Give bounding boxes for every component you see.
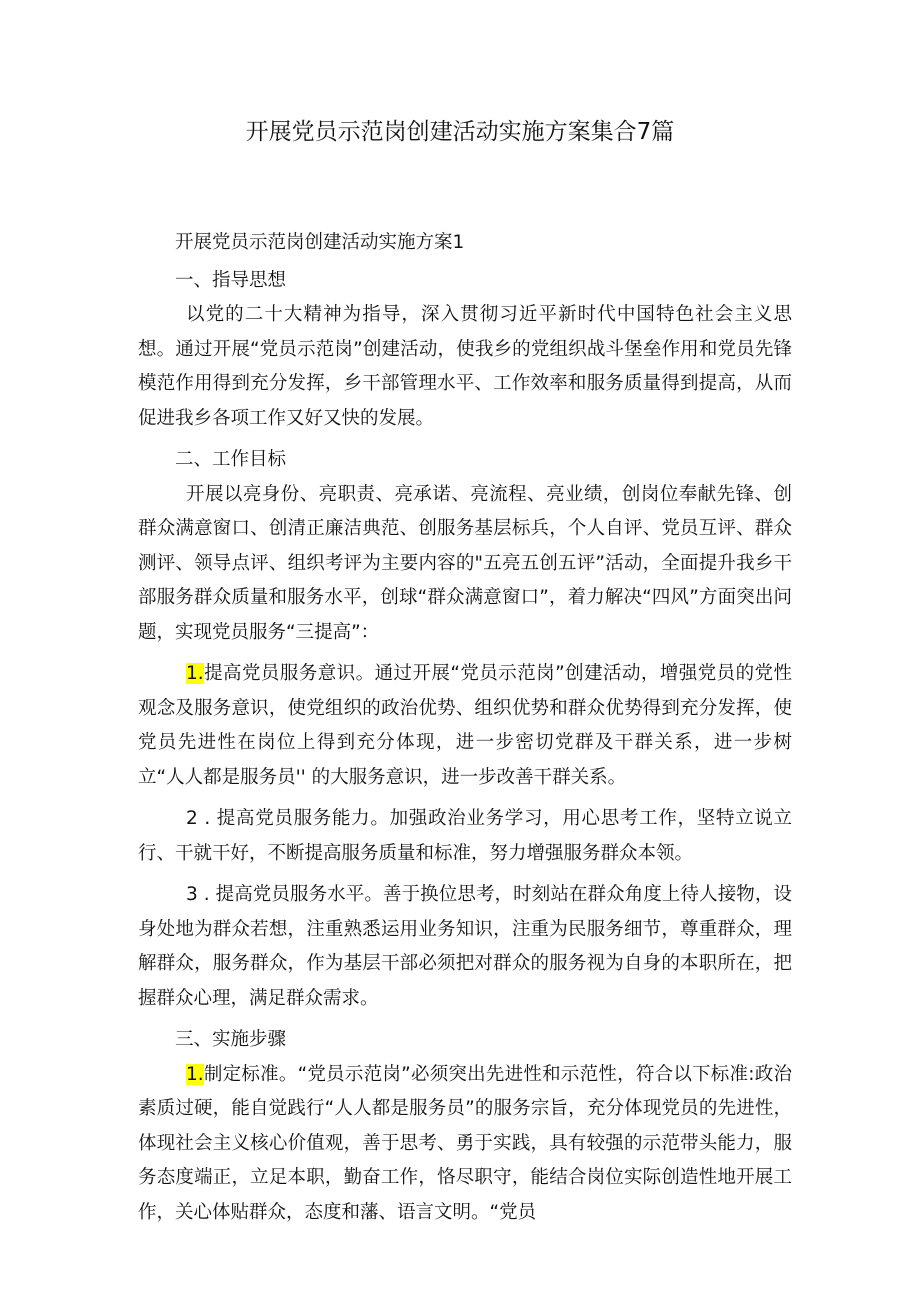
paragraph-guiding-ideology: 以党的二十大精神为指导，深入贯彻习近平新时代中国特色社会主义思想。通过开展“党员示范岗”创建活动，使我乡的党组织战斗堡垒作用和党员先锋模范作用得到充分发挥，乡干部管理水平、工作效率和服务质量得到提高，从而促进我乡各项工作又好又快的发展。	[138, 304, 792, 429]
highlighted-item-number: 1.	[186, 1063, 204, 1085]
list-item-text: 提高党员服务意识。通过开展“党员示范岗”创建活动，增强党员的党性观念及服务意识，使党组织的政治优势、组织优势和群众优势得到充分发挥，使党员先进性在岗位上得到充分体现，进一步密切党群及干群关系，进一步树立“人人都是服务员'' 的大服务意识，进一步改善干群关系。	[138, 663, 792, 788]
section-heading-implementation-steps: 三、实施步骤	[175, 1029, 287, 1050]
section-heading-guiding-ideology: 一、指导思想	[175, 269, 287, 291]
list-item-service-ability: 2 . 提高党员服务能力。加强政治业务学习，用心思考工作，坚特立说立行、干就干好，不断提高服务质量和标准，努力增强服务群众本领。	[138, 808, 792, 864]
list-item-service-level: 3 . 提高党员服务水平。善于换位思考，时刻站在群众角度上待人接物，设身处地为群众若想，注重熟悉运用业务知识，注重为民服务细节，尊重群众，理解群众，服务群众，作为基层干部必须把对群众的服务视为自身的本职所在，把握群众心理，满足群众需求。	[138, 884, 792, 1009]
document-body	[138, 226, 792, 1230]
list-item-text: 制定标准。“党员示范岗”必须突出先进性和示范性，符合以下标准:政治素质过硬，能自觉践行“人人都是服务员”的服务宗旨，充分体现党员的先进性，体现社会主义核心价值观，善于思考、勇于实践，具有较强的示范带头能力，服务态度端正，立足本职，勤奋工作，恪尽职守，能结合岗位实际创造性地开展工作，关心体贴群众，态度和藩、语言文明。“党员	[138, 1063, 792, 1223]
highlighted-item-number: 1.	[186, 663, 204, 684]
section-heading-work-goals: 二、工作目标	[175, 449, 287, 470]
paragraph-work-goals: 开展以亮身份、亮职责、亮承诺、亮流程、亮业绩，创岗位奉献先锋、创群众满意窗口、创清正廉洁典范、创服务基层标兵，个人自评、党员互评、群众测评、领导点评、组织考评为主要内容的"五亮五创五评”活动，全面提升我乡干部服务群众质量和服务水平，创球“群众满意窗口”，着力解决“四风”方面突出问题，实现党员服务“三提高”：	[138, 483, 792, 643]
list-item-set-standards	[138, 1058, 792, 1231]
document-title: 开展党员示范岗创建活动实施方案集合7篇	[245, 119, 675, 145]
list-item-service-awareness	[138, 657, 792, 795]
subtitle: 开展党员示范岗创建活动实施方案1	[175, 232, 465, 253]
